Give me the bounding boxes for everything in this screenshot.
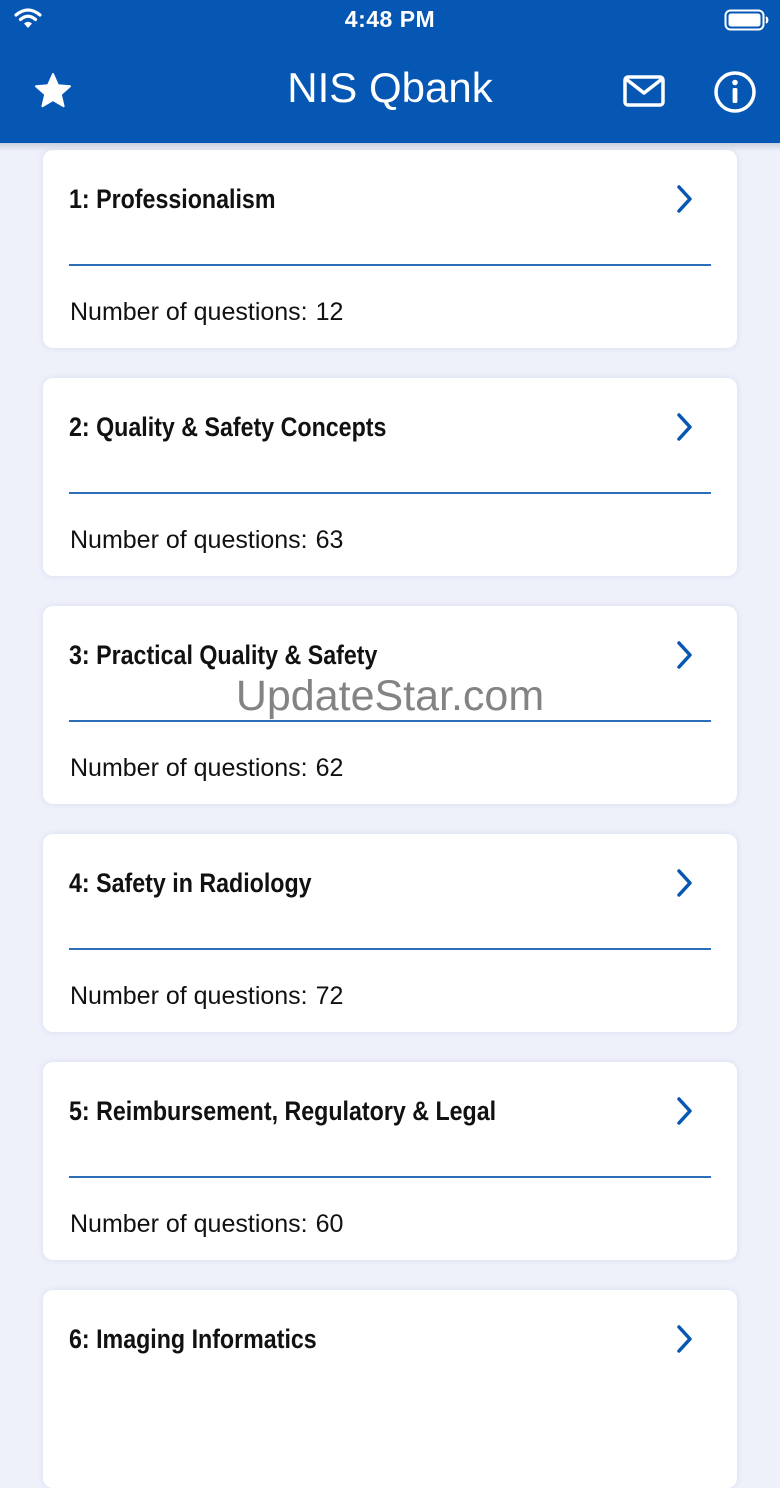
header-shadow (0, 143, 780, 151)
divider (69, 1176, 711, 1178)
chevron-right-icon (675, 640, 695, 670)
section-title: 2: Quality & Safety Concepts (69, 412, 387, 442)
section-card-2[interactable] (43, 378, 737, 576)
divider (69, 492, 711, 494)
section-title: 3: Practical Quality & Safety (69, 640, 378, 670)
section-card-5[interactable] (43, 1062, 737, 1260)
watermark: UpdateStar.com (235, 672, 545, 720)
chevron-right-icon (675, 868, 695, 898)
status-time: 4:48 PM (344, 6, 436, 32)
section-title: 6: Imaging Informatics (69, 1324, 317, 1354)
count-value: 63 (315, 526, 344, 554)
count-label: Number of questions: (70, 298, 308, 326)
count-label: Number of questions: (70, 754, 308, 782)
count-value: 12 (315, 298, 344, 326)
chevron-right-icon (675, 184, 695, 214)
page-title: NIS Qbank (287, 64, 493, 111)
navigation-bar (0, 0, 780, 143)
chevron-right-icon (675, 1324, 695, 1354)
question-count (70, 1210, 343, 1239)
section-title: 4: Safety in Radiology (69, 868, 312, 898)
question-count (70, 982, 343, 1011)
count-label: Number of questions: (70, 526, 308, 554)
count-label: Number of questions: (70, 1210, 308, 1238)
section-card-6[interactable] (43, 1290, 737, 1488)
question-count (70, 298, 343, 327)
count-value: 60 (315, 1210, 344, 1238)
count-label: Number of questions: (70, 982, 308, 1010)
info-icon[interactable] (713, 70, 757, 114)
status-bar (0, 0, 780, 40)
section-card-3[interactable] (43, 606, 737, 804)
divider (69, 948, 711, 950)
count-value: 72 (315, 982, 344, 1010)
divider (69, 720, 711, 722)
section-title: 5: Reimbursement, Regulatory & Legal (69, 1096, 497, 1126)
chevron-right-icon (675, 412, 695, 442)
question-count (70, 526, 343, 555)
battery-icon (724, 9, 770, 31)
divider (69, 264, 711, 266)
chevron-right-icon (675, 1096, 695, 1126)
section-title: 1: Professionalism (69, 184, 276, 214)
count-value: 62 (315, 754, 344, 782)
section-card-1[interactable] (43, 150, 737, 348)
mail-icon[interactable] (622, 74, 666, 108)
section-card-4[interactable] (43, 834, 737, 1032)
question-count (70, 754, 343, 783)
